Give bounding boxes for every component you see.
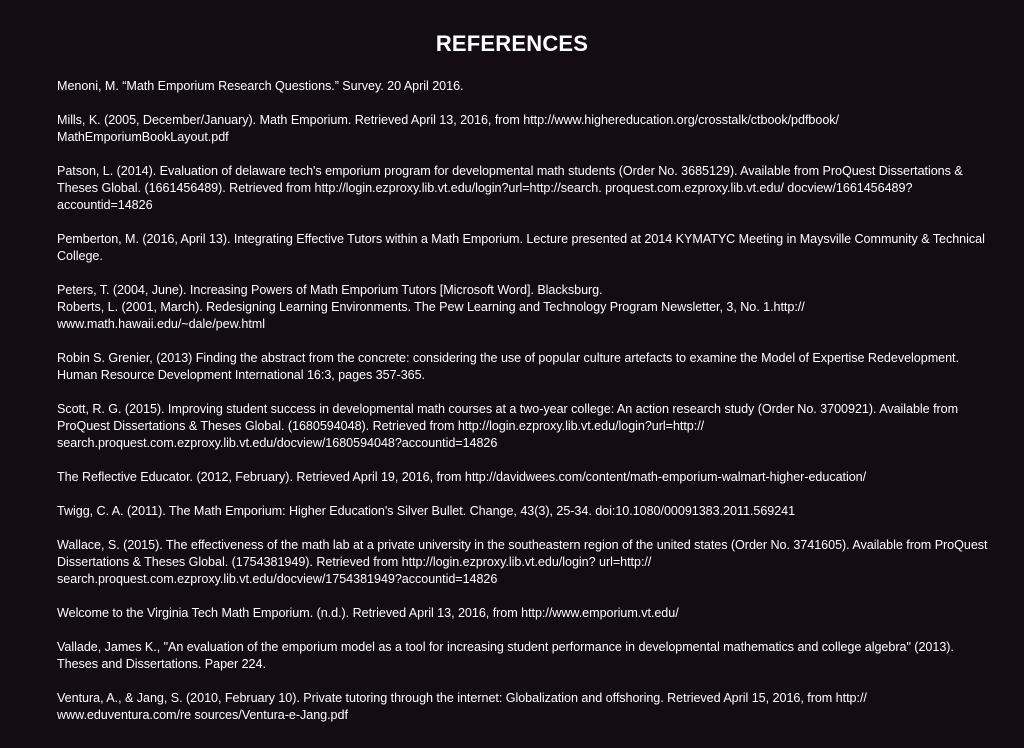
reference-entry: Ventura, A., & Jang, S. (2010, February 10). Private tutoring through the internet: Globalization and offshoring. Retrieved April 15, 2016, from http:// www.eduventura.com/re sources/Ventura-e-Jang.pdf	[57, 691, 867, 722]
reference-entry: Mills, K. (2005, December/January). Math Emporium. Retrieved April 13, 2016, from http://www.highereducation.org/crosstalk/ctbook/pdfbook/ MathEmporiumBookLayout.pdf	[57, 113, 839, 144]
slide-title: REFERENCES	[435, 31, 589, 56]
reference-entry: Welcome to the Virginia Tech Math Emporium. (n.d.). Retrieved April 13, 2016, from http://www.emporium.vt.edu/	[57, 606, 679, 620]
reference-entry: Twigg, C. A. (2011). The Math Emporium: Higher Education's Silver Bullet. Change, 43(3), 25-34. doi:10.1080/00091383.2011.569241	[57, 504, 796, 518]
reference-entry: Pemberton, M. (2016, April 13). Integrating Effective Tutors within a Math Emporium. Lecture presented at 2014 KYMATYC Meeting in Maysville Community & Technical College.	[57, 232, 985, 263]
reference-entry: Wallace, S. (2015). The effectiveness of the math lab at a private university in the southeastern region of the united states (Order No. 3741605). Available from ProQuest Dissertations & Theses Global. (1754381949). Retrieved from http://login.ezproxy.lib.vt.edu/login? url=http:// search.proquest.com.ezproxy.lib.vt.edu/docview/1754381949?accountid=14826	[57, 538, 988, 586]
reference-entry: Menoni, M. “Math Emporium Research Questions.” Survey. 20 April 2016.	[57, 79, 464, 93]
reference-entry: Robin S. Grenier, (2013) Finding the abstract from the concrete: considering the use of popular culture artefacts to examine the Model of Expertise Redevelopment. Human Resource Development International 16:3, pages 357-365.	[57, 351, 959, 382]
reference-entry: Vallade, James K., "An evaluation of the emporium model as a tool for increasing student performance in developmental mathematics and college algebra" (2013). Theses and Dissertations. Paper 224.	[57, 640, 954, 671]
reference-entry: The Reflective Educator. (2012, February). Retrieved April 19, 2016, from http://davidwees.com/content/math-emporium-walmart-higher-education/	[57, 470, 867, 484]
reference-entry: Patson, L. (2014). Evaluation of delaware tech's emporium program for developmental math students (Order No. 3685129). Available from ProQuest Dissertations & Theses Global. (1661456489). Retrieved from http://login.ezproxy.lib.vt.edu/login?url=http://search. proquest.com.ezproxy.lib.vt.edu/ docview/1661456489?accountid=14826	[57, 164, 963, 212]
reference-entry: Scott, R. G. (2015). Improving student success in developmental math courses at a two-year college: An action research study (Order No. 3700921). Available from ProQuest Dissertations & Theses Global. (1680594048). Retrieved from http://login.ezproxy.lib.vt.edu/login?url=http:// search.proquest.com.ezproxy.lib.vt.edu/docview/1680594048?accountid=14826	[57, 402, 959, 450]
reference-entry: Peters, T. (2004, June). Increasing Powers of Math Emporium Tutors [Microsoft Word]. Blacksburg.	[57, 283, 603, 297]
reference-entry: Roberts, L. (2001, March). Redesigning Learning Environments. The Pew Learning and Technology Program Newsletter, 3, No. 1.http:// www.math.hawaii.edu/~dale/pew.html	[57, 300, 805, 331]
reference-list	[57, 78, 997, 741]
